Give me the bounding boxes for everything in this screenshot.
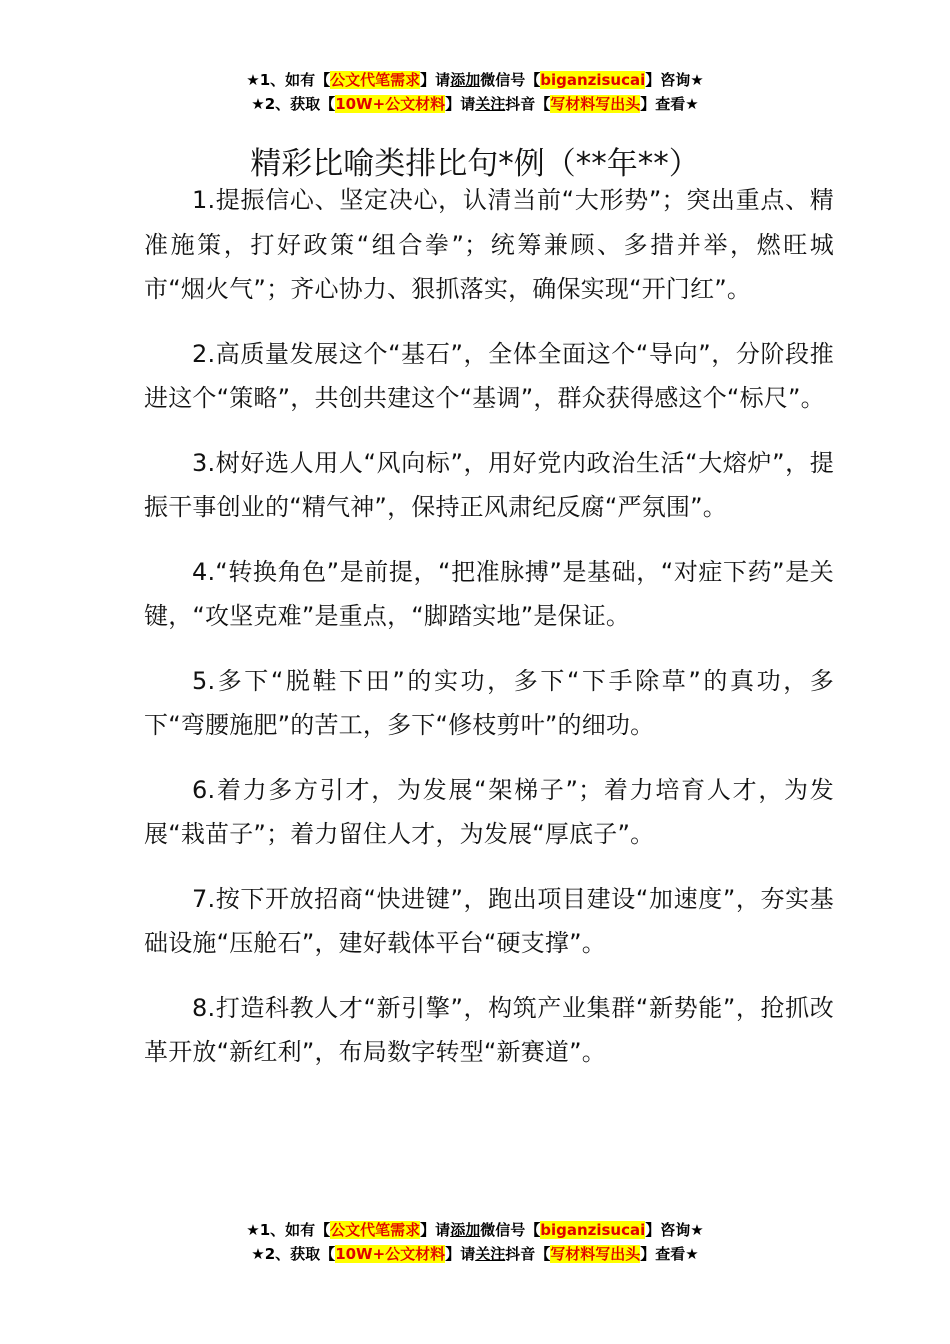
paragraph-5: 5.多下“脱鞋下田”的实功，多下“下手除草”的真功，多下“弯腰施肥”的苦工，多下“修枝剪叶”的细功。 [144,666,834,739]
banner-text: 】请 [420,71,451,89]
banner-text: ★2、获取【 [251,1245,336,1263]
highlight-wechat-id: biganzisucai [540,1221,646,1239]
paragraph-3: 3.树好选人用人“风向标”，用好党内政治生活“大熔炉”，提振干事创业的“精气神”，保持正风肃纪反腐“严氛围”。 [144,448,834,521]
banner-line-1 [0,1218,950,1242]
underlined-text: 添加 [450,1221,481,1239]
highlight-service: 公文代笔需求 [330,1221,421,1239]
paragraph-8: 8.打造科教人才“新引擎”，构筑产业集群“新势能”，抢抓改革开放“新红利”，布局数字转型“新赛道”。 [144,993,834,1066]
underlined-text: 关注 [475,95,506,113]
highlight-wechat-id: biganzisucai [540,71,646,89]
banner-text: 】请 [420,1221,451,1239]
highlight-materials: 10W+公文材料 [335,1245,446,1263]
banner-text: 】查看★ [640,1245,699,1263]
highlight-materials: 10W+公文材料 [335,95,446,113]
paragraph-1: 1.提振信心、坚定决心，认清当前“大形势”；突出重点、精准施策，打好政策“组合拳”；统筹兼顾、多措并举，燃旺城市“烟火气”；齐心协力、狠抓落实，确保实现“开门红”。 [144,186,834,303]
paragraph-4: 4.“转换角色”是前提，“把准脉搏”是基础，“对症下药”是关键，“攻坚克难”是重点，“脚踏实地”是保证。 [144,557,834,630]
banner-text: 】咨询★ [645,71,704,89]
page-title: 精彩比喻类排比句*例（**年**） [250,145,700,182]
banner-line-2 [0,1242,950,1266]
document-body [144,178,834,1095]
top-banner [0,68,950,116]
banner-text: 】咨询★ [645,1221,704,1239]
banner-text: ★1、如有【 [246,71,331,89]
banner-text: 微信号【 [480,1221,541,1239]
underlined-text: 添加 [450,71,481,89]
banner-line-1 [0,68,950,92]
banner-text: 】请 [445,95,476,113]
paragraph-2: 2.高质量发展这个“基石”，全体全面这个“导向”，分阶段推进这个“策略”，共创共建这个“基调”，群众获得感这个“标尺”。 [144,339,834,412]
banner-text: ★1、如有【 [246,1221,331,1239]
highlight-douyin: 写材料写出头 [550,95,641,113]
paragraph-7: 7.按下开放招商“快进键”，跑出项目建设“加速度”，夯实基础设施“压舱石”，建好载体平台“硬支撑”。 [144,884,834,957]
banner-text: 抖音【 [505,95,551,113]
bottom-banner [0,1218,950,1266]
banner-text: 】查看★ [640,95,699,113]
underlined-text: 关注 [475,1245,506,1263]
banner-text: 微信号【 [480,71,541,89]
banner-text: ★2、获取【 [251,95,336,113]
banner-text: 】请 [445,1245,476,1263]
paragraph-6: 6.着力多方引才，为发展“架梯子”；着力培育人才，为发展“栽苗子”；着力留住人才，为发展“厚底子”。 [144,775,834,848]
highlight-service: 公文代笔需求 [330,71,421,89]
highlight-douyin: 写材料写出头 [550,1245,641,1263]
banner-line-2 [0,92,950,116]
banner-text: 抖音【 [505,1245,551,1263]
